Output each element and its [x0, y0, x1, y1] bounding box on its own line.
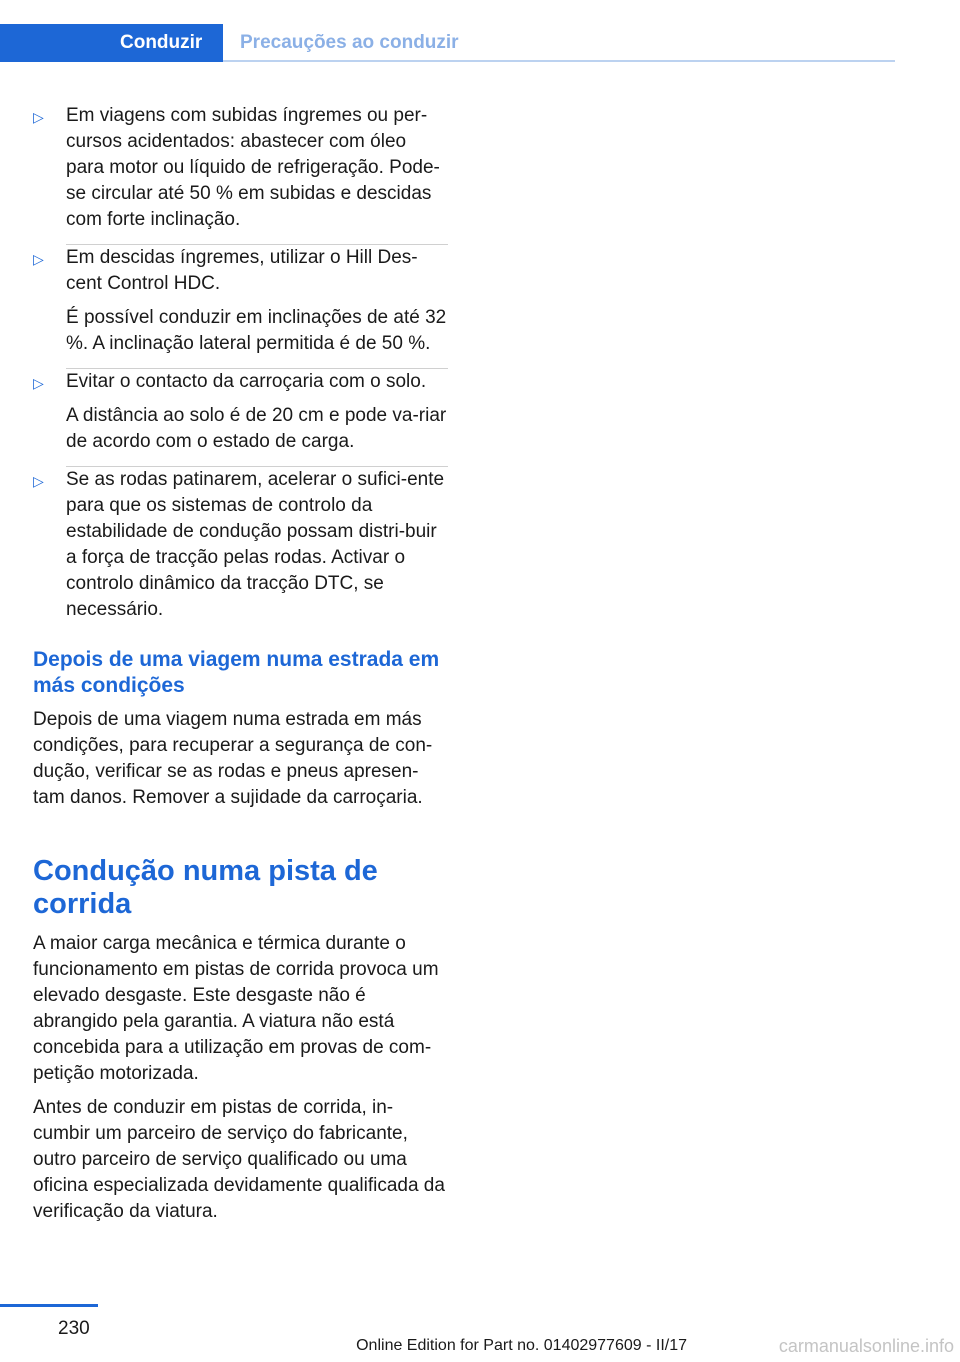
- section-subheading: Depois de uma viagem numa estrada em más condições: [33, 648, 440, 697]
- page-number: 230: [58, 1318, 90, 1339]
- page-header: [0, 24, 895, 62]
- section-heading: Condução numa pista de corrida: [33, 855, 378, 920]
- section-body: Depois de uma viagem numa estrada em más condições, para recuperar a segurança de con-dução, verificar se as rodas e pneus apresen-tam danos. Remover a sujidade da carroçaria.: [33, 709, 433, 808]
- section-tab: Conduzir: [0, 24, 223, 62]
- list-item-text: Evitar o contacto da carroçaria com o solo.: [66, 371, 427, 392]
- list-item: [33, 467, 448, 623]
- footer-rule: [0, 1304, 98, 1307]
- triangle-bullet-icon: ▷: [33, 473, 44, 489]
- triangle-bullet-icon: ▷: [33, 375, 44, 391]
- list-item: [33, 369, 448, 455]
- edition-label: Online Edition for Part no. 01402977609 - II/17: [356, 1337, 687, 1354]
- triangle-bullet-icon: ▷: [33, 109, 44, 125]
- list-item-text: Em viagens com subidas íngremes ou per-cursos acidentados: abastecer com óleo para motor ou líquido de refrigeração. Pode-se circular até 50 % em subidas e descidas com forte inclinação.: [66, 105, 440, 230]
- subsection-tab: Precauções ao conduzir: [240, 32, 459, 53]
- list-item: [33, 245, 448, 357]
- list-item-text: Se as rodas patinarem, acelerar o sufici-ente para que os sistemas de controlo da estabilidade de condução possam distri-buir a força de tracção pelas rodas. Activar o controlo dinâmico da tracção DTC, se necessário.: [66, 469, 445, 620]
- list-item: [33, 103, 448, 233]
- main-content: [33, 103, 448, 1233]
- section-paragraph: Antes de conduzir em pistas de corrida, in-cumbir um parceiro de serviço do fabricante, outro parceiro de serviço qualificado ou uma oficina especializada devidamente qualificada da verificação da viatura.: [33, 1097, 445, 1222]
- bullet-list: [33, 103, 448, 623]
- list-item-text: Em descidas íngremes, utilizar o Hill Des-cent Control HDC.: [66, 247, 418, 294]
- list-item-text: A distância ao solo é de 20 cm e pode va-riar de acordo com o estado de carga.: [66, 405, 447, 452]
- section-paragraph: A maior carga mecânica e térmica durante o funcionamento em pistas de corrida provoca um elevado desgaste. Este desgaste não é abrangido pela garantia. A viatura não está concebida para a utilização em provas de com-petição motorizada.: [33, 933, 439, 1084]
- list-item-text: É possível conduzir em inclinações de até 32 %. A inclinação lateral permitida é de 50 %.: [66, 307, 447, 354]
- watermark: carmanualsonline.info: [778, 1336, 954, 1356]
- header-rule: [223, 60, 895, 62]
- triangle-bullet-icon: ▷: [33, 251, 44, 267]
